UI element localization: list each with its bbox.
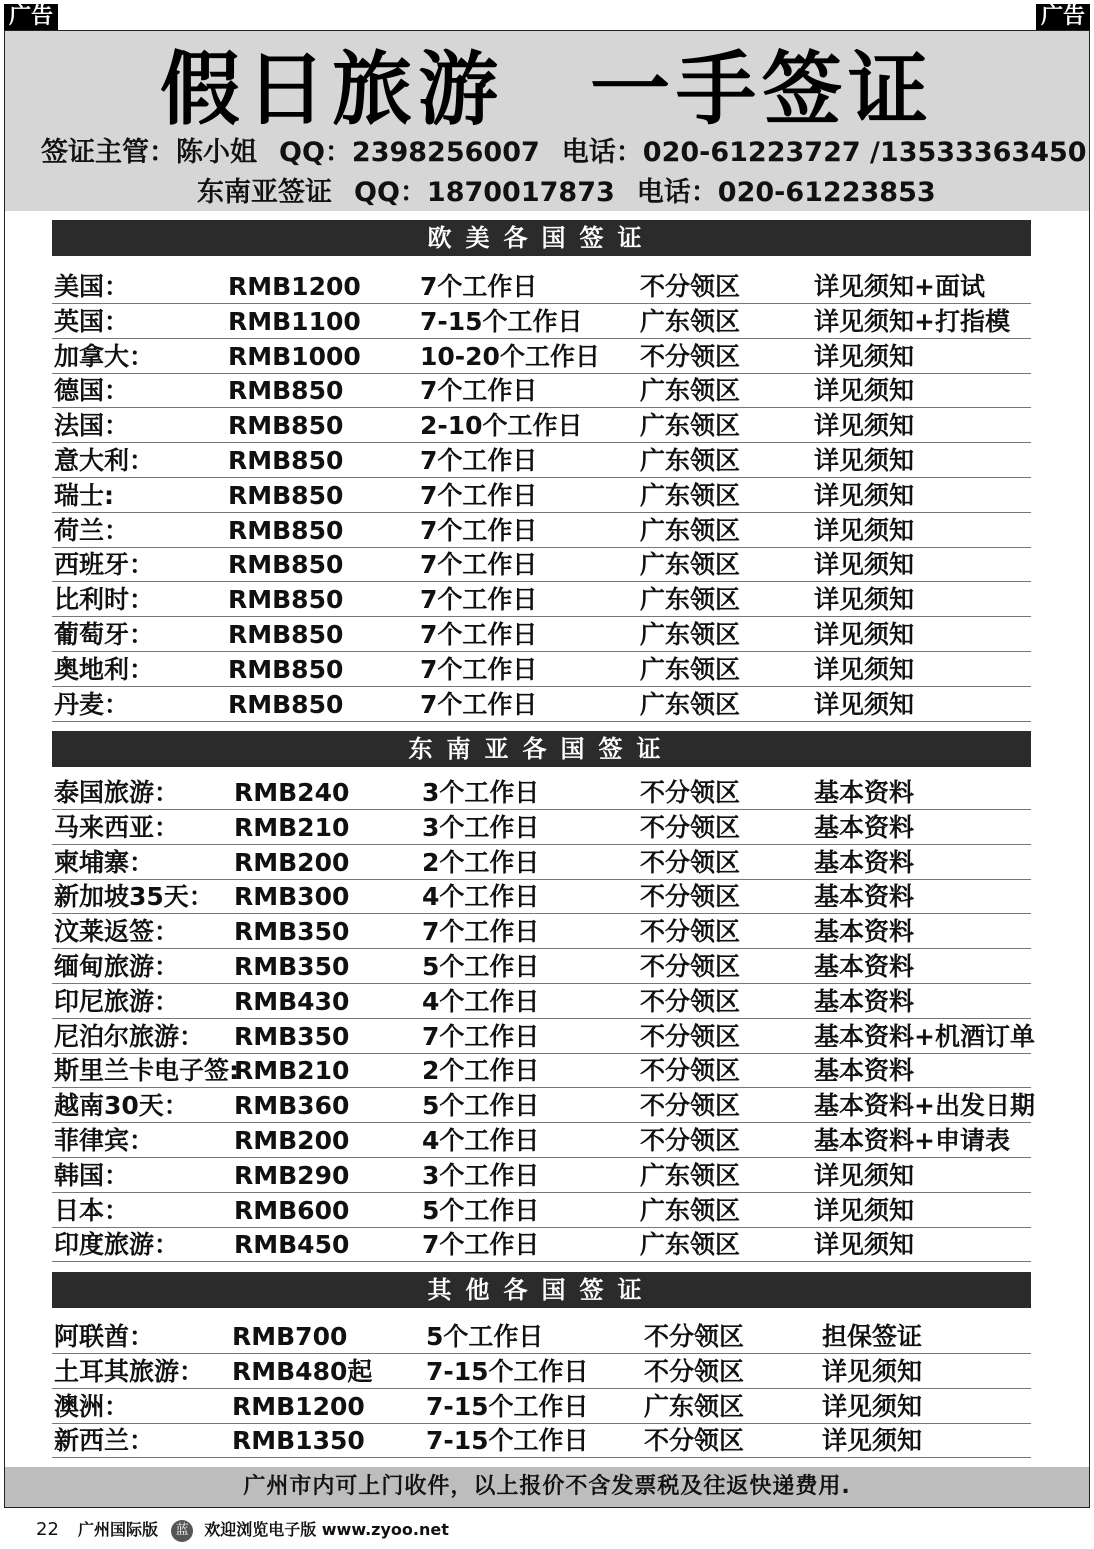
processing-time-cell: 5个工作日 <box>422 1195 540 1225</box>
price-cell: RMB700 <box>232 1322 348 1351</box>
table-row <box>52 618 1031 652</box>
requirements-cell: 基本资料 <box>814 847 915 877</box>
processing-time-cell: 3个工作日 <box>422 812 540 842</box>
processing-time-cell: 7个工作日 <box>420 480 538 510</box>
requirements-cell: 详见须知 <box>814 550 915 580</box>
sea-visa-label: 东南亚签证 <box>197 177 332 208</box>
processing-time-cell: 7个工作日 <box>420 620 538 649</box>
consulate-cell: 广东领区 <box>640 1160 741 1190</box>
processing-time-cell: 7-15个工作日 <box>426 1426 589 1456</box>
table-row <box>52 409 1031 443</box>
country-cell: 阿联酋： <box>54 1322 155 1351</box>
consulate-cell: 不分领区 <box>640 952 741 981</box>
requirements-cell: 详见须知 <box>814 689 915 719</box>
price-cell: RMB850 <box>228 446 344 475</box>
country-cell: 西班牙： <box>54 550 155 580</box>
country-cell: 新西兰： <box>54 1426 155 1456</box>
price-cell: RMB850 <box>228 654 344 684</box>
requirements-cell: 详见须知 <box>814 446 915 475</box>
price-cell: RMB850 <box>228 550 344 580</box>
requirements-cell: 详见须知 <box>814 654 915 684</box>
consulate-cell: 不分领区 <box>640 812 741 842</box>
country-cell: 澳洲： <box>54 1391 130 1421</box>
price-cell: RMB850 <box>228 515 344 545</box>
country-cell: 英国： <box>54 306 130 336</box>
consulate-cell: 广东领区 <box>640 480 741 510</box>
country-cell: 葡萄牙： <box>54 620 155 649</box>
requirements-cell: 详见须知 <box>814 1160 915 1190</box>
processing-time-cell: 7个工作日 <box>420 272 538 301</box>
page-number: 22 <box>36 1519 59 1540</box>
qq-number-2: QQ：1870017873 <box>354 177 615 208</box>
contact-line-1 <box>41 136 1087 170</box>
requirements-cell: 基本资料 <box>814 778 915 807</box>
table-row <box>52 1124 1031 1158</box>
country-cell: 加拿大： <box>54 341 155 371</box>
table-row <box>52 1194 1031 1228</box>
country-cell: 比利时： <box>54 585 155 615</box>
price-cell: RMB1200 <box>228 272 361 301</box>
processing-time-cell: 7个工作日 <box>422 1230 540 1260</box>
consulate-cell: 不分领区 <box>640 1021 741 1051</box>
requirements-cell: 详见须知+面试 <box>814 272 985 301</box>
country-cell: 菲律宾： <box>54 1126 155 1155</box>
price-cell: RMB450 <box>234 1230 350 1260</box>
requirements-cell: 基本资料 <box>814 1056 915 1086</box>
table-row <box>52 1320 1031 1354</box>
processing-time-cell: 5个工作日 <box>422 952 540 981</box>
table-row <box>52 1054 1031 1088</box>
table-row <box>52 1020 1035 1054</box>
country-cell: 越南30天： <box>54 1091 189 1121</box>
requirements-cell: 详见须知 <box>822 1356 923 1386</box>
price-cell: RMB290 <box>234 1160 350 1190</box>
consulate-cell: 广东领区 <box>644 1391 745 1421</box>
table-row <box>52 1390 1031 1424</box>
country-cell: 意大利： <box>54 446 155 475</box>
contact-line-2 <box>197 176 936 210</box>
price-cell: RMB850 <box>228 480 344 510</box>
price-cell: RMB350 <box>234 1021 350 1051</box>
consulate-cell: 广东领区 <box>640 689 741 719</box>
price-cell: RMB210 <box>234 1056 350 1086</box>
publisher-logo-icon: 蓝 <box>171 1520 193 1542</box>
processing-time-cell: 4个工作日 <box>422 882 540 912</box>
price-cell: RMB1350 <box>232 1426 365 1456</box>
table-row <box>52 305 1031 339</box>
requirements-cell: 详见须知 <box>814 1230 915 1260</box>
ad-label-right: 广告 <box>1036 4 1090 30</box>
requirements-cell: 详见须知+打指模 <box>814 306 1010 336</box>
requirements-cell: 详见须知 <box>814 1195 915 1225</box>
processing-time-cell: 7个工作日 <box>422 917 540 947</box>
table-row <box>52 1355 1031 1389</box>
requirements-cell: 基本资料 <box>814 952 915 981</box>
processing-time-cell: 4个工作日 <box>422 986 540 1016</box>
country-cell: 缅甸旅游： <box>54 952 180 981</box>
processing-time-cell: 7个工作日 <box>420 446 538 475</box>
section-header: 其他各国签证 <box>52 1272 1031 1308</box>
table-row <box>52 950 1031 984</box>
table-row <box>52 985 1031 1019</box>
page-footer <box>36 1518 449 1542</box>
price-cell: RMB350 <box>234 952 350 981</box>
price-cell: RMB240 <box>234 778 350 807</box>
requirements-cell: 基本资料+出发日期 <box>814 1091 1035 1121</box>
requirements-cell: 详见须知 <box>814 376 915 406</box>
consulate-cell: 不分领区 <box>640 778 741 807</box>
processing-time-cell: 4个工作日 <box>422 1126 540 1155</box>
table-row <box>52 270 1031 304</box>
requirements-cell: 基本资料 <box>814 882 915 912</box>
requirements-cell: 基本资料 <box>814 917 915 947</box>
consulate-cell: 广东领区 <box>640 585 741 615</box>
price-cell: RMB300 <box>234 882 350 912</box>
country-cell: 瑞士: <box>54 480 114 510</box>
ad-label-left: 广告 <box>4 4 58 30</box>
processing-time-cell: 7个工作日 <box>420 654 538 684</box>
price-cell: RMB850 <box>228 411 344 441</box>
publication-name: 广州国际版 <box>78 1520 159 1539</box>
country-cell: 新加坡35天： <box>54 882 214 912</box>
table-row <box>52 880 1031 914</box>
processing-time-cell: 7个工作日 <box>420 585 538 615</box>
processing-time-cell: 7个工作日 <box>420 550 538 580</box>
consulate-cell: 不分领区 <box>640 341 741 371</box>
price-cell: RMB850 <box>228 620 344 649</box>
processing-time-cell: 7个工作日 <box>420 689 538 719</box>
consulate-cell: 不分领区 <box>640 847 741 877</box>
table-row <box>52 653 1031 687</box>
country-cell: 韩国： <box>54 1160 130 1190</box>
consulate-cell: 不分领区 <box>644 1426 745 1456</box>
processing-time-cell: 3个工作日 <box>422 1160 540 1190</box>
country-cell: 日本： <box>54 1195 130 1225</box>
consulate-cell: 不分领区 <box>640 917 741 947</box>
processing-time-cell: 7个工作日 <box>422 1021 540 1051</box>
table-row <box>52 548 1031 582</box>
visa-manager: 签证主管：陈小姐 <box>41 137 257 168</box>
country-cell: 美国： <box>54 272 130 301</box>
processing-time-cell: 7个工作日 <box>420 515 538 545</box>
table-row <box>52 340 1031 374</box>
country-cell: 荷兰： <box>54 515 130 545</box>
price-cell: RMB850 <box>228 689 344 719</box>
country-cell: 土耳其旅游： <box>54 1356 205 1386</box>
table-row <box>52 688 1031 722</box>
price-cell: RMB210 <box>234 812 350 842</box>
consulate-cell: 广东领区 <box>640 1195 741 1225</box>
price-cell: RMB430 <box>234 986 350 1016</box>
price-cell: RMB360 <box>234 1091 350 1121</box>
phone-number-2: 电话：020-61223853 <box>636 177 936 208</box>
price-cell: RMB1100 <box>228 306 361 336</box>
price-cell: RMB1000 <box>228 341 361 371</box>
price-cell: RMB480起 <box>232 1356 373 1386</box>
requirements-cell: 详见须知 <box>822 1426 923 1456</box>
processing-time-cell: 2个工作日 <box>422 847 540 877</box>
section-header: 欧美各国签证 <box>52 220 1031 256</box>
requirements-cell: 详见须知 <box>814 585 915 615</box>
processing-time-cell: 7-15个工作日 <box>426 1356 589 1386</box>
country-cell: 印尼旅游： <box>54 986 180 1016</box>
consulate-cell: 广东领区 <box>640 550 741 580</box>
requirements-cell: 详见须知 <box>822 1391 923 1421</box>
table-row <box>52 811 1031 845</box>
processing-time-cell: 10-20个工作日 <box>420 341 600 371</box>
section-header: 东南亚各国签证 <box>52 731 1031 767</box>
country-cell: 马来西亚： <box>54 812 180 842</box>
requirements-cell: 基本资料+申请表 <box>814 1126 1010 1155</box>
consulate-cell: 广东领区 <box>640 654 741 684</box>
price-cell: RMB1200 <box>232 1391 365 1421</box>
requirements-cell: 担保签证 <box>822 1322 923 1351</box>
table-row <box>52 846 1031 880</box>
qq-number-1: QQ：2398256007 <box>279 137 540 168</box>
consulate-cell: 广东领区 <box>640 446 741 475</box>
country-cell: 泰国旅游： <box>54 778 180 807</box>
consulate-cell: 广东领区 <box>640 306 741 336</box>
table-row <box>52 374 1031 408</box>
processing-time-cell: 7个工作日 <box>420 376 538 406</box>
requirements-cell: 详见须知 <box>814 480 915 510</box>
price-cell: RMB200 <box>234 1126 350 1155</box>
processing-time-cell: 7-15个工作日 <box>420 306 583 336</box>
table-row <box>52 1228 1031 1262</box>
requirements-cell: 基本资料 <box>814 986 915 1016</box>
consulate-cell: 广东领区 <box>640 1230 741 1260</box>
consulate-cell: 广东领区 <box>640 620 741 649</box>
consulate-cell: 不分领区 <box>644 1356 745 1386</box>
table-row <box>52 444 1031 478</box>
consulate-cell: 不分领区 <box>640 272 741 301</box>
table-row <box>52 1424 1031 1458</box>
requirements-cell: 详见须知 <box>814 620 915 649</box>
processing-time-cell: 5个工作日 <box>422 1091 540 1121</box>
processing-time-cell: 5个工作日 <box>426 1322 544 1351</box>
price-cell: RMB600 <box>234 1195 350 1225</box>
table-row <box>52 1089 1035 1123</box>
processing-time-cell: 7-15个工作日 <box>426 1391 589 1421</box>
country-cell: 德国： <box>54 376 130 406</box>
requirements-cell: 详见须知 <box>814 515 915 545</box>
country-cell: 柬埔寨： <box>54 847 155 877</box>
consulate-cell: 不分领区 <box>640 1091 741 1121</box>
requirements-cell: 基本资料 <box>814 812 915 842</box>
table-row <box>52 915 1031 949</box>
country-cell: 奥地利： <box>54 654 155 684</box>
table-row <box>52 1159 1031 1193</box>
price-cell: RMB850 <box>228 585 344 615</box>
processing-time-cell: 3个工作日 <box>422 778 540 807</box>
consulate-cell: 广东领区 <box>640 376 741 406</box>
processing-time-cell: 2个工作日 <box>422 1056 540 1086</box>
country-cell: 斯里兰卡电子签: <box>54 1056 239 1086</box>
country-cell: 尼泊尔旅游： <box>54 1021 205 1051</box>
consulate-cell: 不分领区 <box>640 1126 741 1155</box>
consulate-cell: 广东领区 <box>640 515 741 545</box>
footer-note: 广州市内可上门收件，以上报价不含发票税及往返快递费用. <box>5 1467 1089 1507</box>
consulate-cell: 不分领区 <box>640 1056 741 1086</box>
price-cell: RMB350 <box>234 917 350 947</box>
page-title: 假日旅游 一手签证 <box>160 43 934 136</box>
table-row <box>52 583 1031 617</box>
country-cell: 法国： <box>54 411 130 441</box>
consulate-cell: 广东领区 <box>640 411 741 441</box>
header-banner <box>5 31 1089 211</box>
table-row <box>52 776 1031 810</box>
country-cell: 汶莱返签： <box>54 917 180 947</box>
table-row <box>52 479 1031 513</box>
price-cell: RMB850 <box>228 376 344 406</box>
browse-link-text: 欢迎浏览电子版 www.zyoo.net <box>204 1520 449 1539</box>
price-cell: RMB200 <box>234 847 350 877</box>
table-row <box>52 514 1031 548</box>
requirements-cell: 详见须知 <box>814 411 915 441</box>
consulate-cell: 不分领区 <box>640 882 741 912</box>
requirements-cell: 详见须知 <box>814 341 915 371</box>
consulate-cell: 不分领区 <box>640 986 741 1016</box>
consulate-cell: 不分领区 <box>644 1322 745 1351</box>
country-cell: 印度旅游： <box>54 1230 180 1260</box>
requirements-cell: 基本资料+机酒订单 <box>814 1021 1035 1051</box>
country-cell: 丹麦： <box>54 689 130 719</box>
phone-number-1: 电话：020-61223727 /13533363450 <box>561 137 1087 168</box>
processing-time-cell: 2-10个工作日 <box>420 411 583 441</box>
